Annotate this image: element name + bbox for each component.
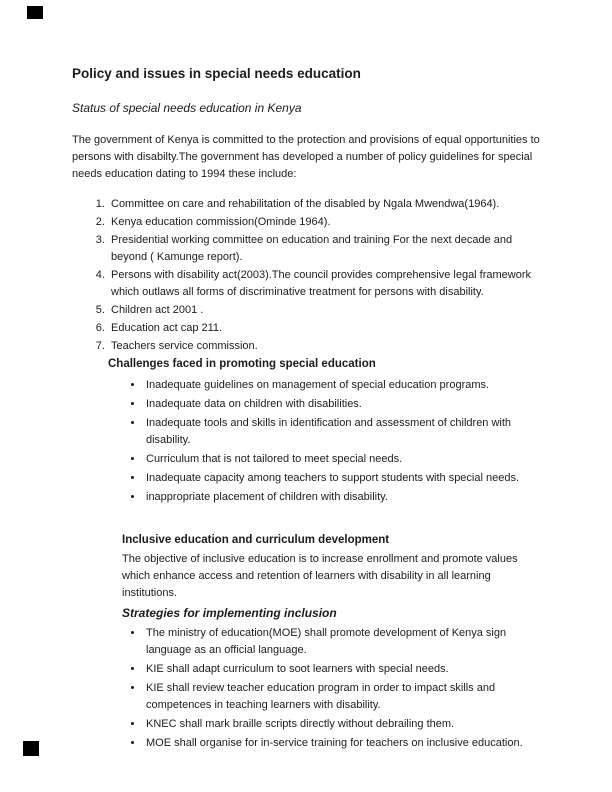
list-item: • Curriculum that is not tailored to meet special needs. xyxy=(144,451,540,468)
strategies-section-heading: Strategies for implementing inclusion xyxy=(122,606,337,620)
list-item: • KIE shall review teacher education program in order to impact skills and competences in teaching learners with disability. xyxy=(144,680,540,714)
strategies-list xyxy=(72,625,540,752)
list-item: • Inadequate capacity among teachers to support students with special needs. xyxy=(144,470,540,487)
inclusive-education-paragraph: The objective of inclusive education is to increase enrollment and promote values which enhance access and retention of learners with disability in all learning institutions. xyxy=(122,553,518,599)
list-item: • inappropriate placement of children with disability. xyxy=(144,489,540,506)
list-item: 7. Teachers service commission. xyxy=(108,338,540,355)
list-item: • Inadequate tools and skills in identification and assessment of children with disability. xyxy=(144,415,540,449)
list-item: 5. Children act 2001 . xyxy=(108,302,540,319)
inclusive-education-section-heading: Inclusive education and curriculum development xyxy=(122,534,390,546)
challenges-section-heading: Challenges faced in promoting special education xyxy=(108,358,376,370)
list-item: 6. Education act cap 211. xyxy=(108,320,540,337)
list-item: • MOE shall organise for in-service training for teachers on inclusive education. xyxy=(144,735,540,752)
list-item: • Inadequate data on children with disabilities. xyxy=(144,396,540,413)
list-item: 2. Kenya education commission(Ominde 1964). xyxy=(108,214,540,231)
list-item: • Inadequate guidelines on management of special education programs. xyxy=(144,377,540,394)
list-item: 4. Persons with disability act(2003).The council provides comprehensive legal framework which outlaws all forms of discriminative treatment for persons with disability. xyxy=(108,267,540,301)
list-item: 1. Committee on care and rehabilitation of the disabled by Ngala Mwendwa(1964). xyxy=(108,196,540,213)
policy-guidelines-list xyxy=(72,196,540,355)
list-item: • KNEC shall mark braille scripts directly without debrailing them. xyxy=(144,716,540,733)
list-item: • KIE shall adapt curriculum to soot learners with special needs. xyxy=(144,661,540,678)
challenges-list xyxy=(72,377,540,506)
list-item: • The ministry of education(MOE) shall promote development of Kenya sign language as an official language. xyxy=(144,625,540,659)
intro-paragraph: The government of Kenya is committed to the protection and provisions of equal opportunities to persons with disabilty.The government has developed a number of policy guidelines for special needs education dating to 1994 these include: xyxy=(72,134,540,180)
document-title: Policy and issues in special needs education xyxy=(72,66,361,81)
status-section-heading: Status of special needs education in Kenya xyxy=(72,101,302,115)
list-item: 3. Presidential working committee on education and training For the next decade and beyond ( Kamunge report). xyxy=(108,232,540,266)
